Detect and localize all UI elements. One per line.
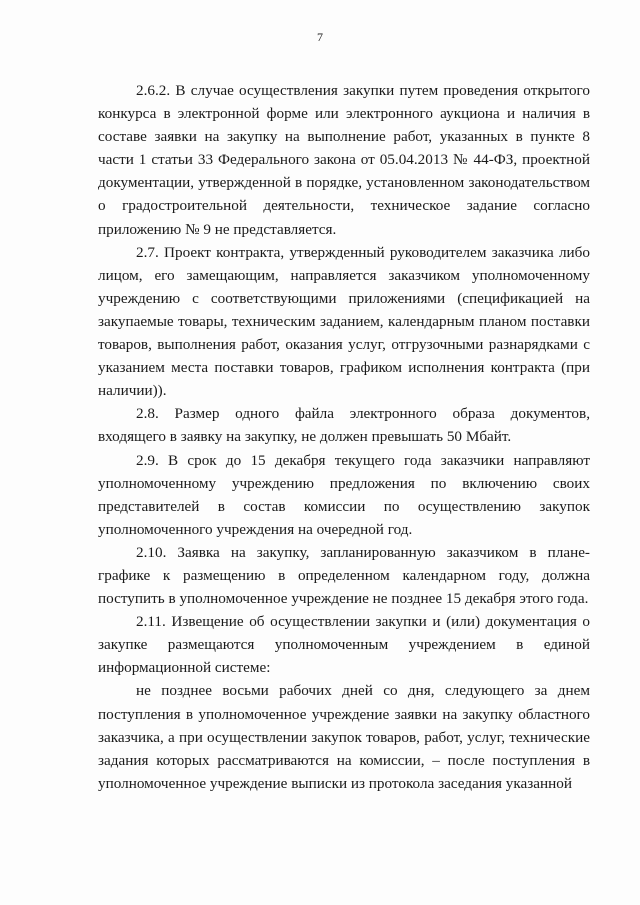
paragraph-2-11: 2.11. Извещение об осуществлении закупки и (или) документация о закупке размещаются уполномоченным учреждением в единой информационной системе: [98, 613, 590, 677]
document-body [98, 79, 590, 795]
page-number: 7 [317, 30, 323, 44]
paragraph-2-11-item: не позднее восьми рабочих дней со дня, следующего за днем поступления в уполномоченное учреждение заявки на закупку областного заказчика, а при осуществлении закупок товаров, работ, услуг, технические задания которых рассматриваются на комиссии, – после поступления в уполномоченное учреждение выписки из протокола заседания указанной [98, 682, 590, 792]
paragraph-2-10: 2.10. Заявка на закупку, запланированную заказчиком в плане-графике к размещению в определенном календарном году, должна поступить в уполномоченное учреждение не позднее 15 декабря этого года. [98, 543, 590, 608]
paragraph-2-6-2: 2.6.2. В случае осуществления закупки путем проведения открытого конкурса в электронной форме или электронного аукциона и наличия в составе заявки на закупку на выполнение работ, указанных в пункте 8 части 1 статьи 33 Федерального закона от 05.04.2013 № 44-ФЗ, проектной документации, утвержденной в порядке, установленном законодательством о градостроительной деятельности, техническое задание согласно приложению № 9 не представляется. [98, 82, 590, 238]
paragraph-2-9: 2.9. В срок до 15 декабря текущего года заказчики направляют уполномоченному учреждению предложения по включению своих представителей в состав комиссии по осуществлению закупок уполномоченного учреждения на очередной год. [98, 451, 590, 538]
paragraph-2-8: 2.8. Размер одного файла электронного образа документов, входящего в заявку на закупку, не должен превышать 50 Мбайт. [98, 405, 590, 446]
paragraph-2-7: 2.7. Проект контракта, утвержденный руководителем заказчика либо лицом, его замещающим, направляется заказчиком уполномоченному учреждению с соответствующими приложениями (спецификацией на закупаемые товары, техническим заданием, календарным планом поставки товаров, выполнения работ, оказания услуг, отгрузочными разнарядками с указанием места поставки товаров, графиком исполнения контракта (при наличии)). [98, 243, 590, 400]
